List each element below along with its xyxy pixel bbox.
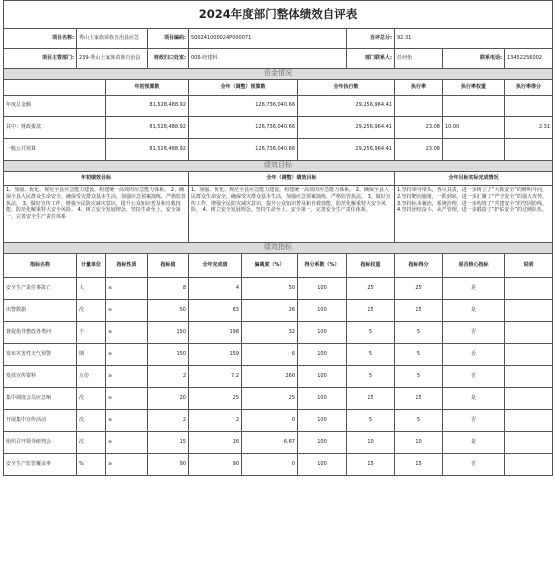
indicator-cell: 是: [443, 278, 505, 300]
indicator-cell: %: [77, 454, 106, 476]
phone-value: 13452256002: [505, 49, 553, 69]
indicator-cell: 100: [298, 300, 347, 322]
indicator-cell: 万份: [77, 366, 106, 388]
funds-header-cell: 全年（调整）预算数: [189, 80, 298, 96]
indicator-cell: 20: [148, 388, 189, 410]
funds-cell: 126,736,040.66: [189, 139, 298, 161]
indicator-cell: 否: [443, 454, 505, 476]
funds-cell: 23.08: [395, 117, 443, 139]
info-row-1: [4, 29, 553, 49]
funds-cell: [443, 96, 505, 117]
indicator-cell: 6.67: [242, 432, 298, 454]
goals-section-title: 绩效目标: [4, 161, 553, 172]
indicator-cell: ≥: [106, 388, 148, 410]
indicator-cell: 150: [148, 322, 189, 344]
indicator-header-cell: 得分系数（%）: [298, 254, 347, 278]
indicator-cell: 是: [443, 432, 505, 454]
indicator-header-cell: 指标得分: [395, 254, 443, 278]
indicator-cell: 6: [242, 344, 298, 366]
indicator-cell: [505, 278, 553, 300]
indicator-cell: 5: [347, 366, 395, 388]
indicator-cell: 25: [242, 388, 298, 410]
indicator-cell: 15: [347, 454, 395, 476]
indicator-cell: 50: [148, 300, 189, 322]
indicator-cell: 100: [298, 344, 347, 366]
indicator-cell: ≥: [106, 322, 148, 344]
indicator-cell: 5: [395, 410, 443, 432]
indicator-cell: 否: [443, 322, 505, 344]
funds-cell: 29,256,964.41: [298, 139, 395, 161]
funds-header-cell: 执行率得分: [505, 80, 553, 96]
indicator-cell: 10: [395, 432, 443, 454]
goals-actual-text: 1.坚持领导带头，各尽其责，进一步树立了“大抓安全”的鲜明导向。 2.坚持靶向施策，一抓到底，进一步汇聚了“严守安全”的强大攻势。 3.坚持标本兼治，系统治理，进一步构筑了“共建安全”的坚固防线。 4.坚持团结奋斗，从严管理，进一步锻造了“护佑安全”的过硬队伍。: [397, 187, 547, 214]
goals-adjusted-text: 1、加强、优化、规范全县应急能力建设，构建统一高效的应急能力体系。 2、确保全县人民群众生命安全，确保受灾群众基本生活，加强应急预案演练，严格监管执法。 3、做好宣传工作，增强全民防灾减灾意识，提升公众知识普及和自救技能，防范化解重特大安全风险。 4、树立安全发展理念，坚持生命至上、安全第一，完善安全生产责任体系。: [191, 187, 391, 214]
goals-header-row: [4, 172, 553, 186]
funds-row: [4, 117, 553, 139]
indicator-cell: 是: [443, 388, 505, 410]
indicator-cell: 5: [347, 344, 395, 366]
indicator-row: [4, 344, 553, 366]
indicator-cell: ≥: [106, 454, 148, 476]
indicator-header-cell: 计量单位: [77, 254, 106, 278]
indicator-cell: ≥: [106, 366, 148, 388]
indicator-cell: 15: [395, 300, 443, 322]
funds-header-cell: 年初预算数: [106, 80, 189, 96]
project-name-value: 秀山土家族苗族自治县应急: [77, 29, 148, 49]
indicator-cell: 2: [189, 410, 242, 432]
indicator-cell: [505, 344, 553, 366]
funds-cell: 10.00: [443, 117, 505, 139]
indicator-row: [4, 388, 553, 410]
funds-cell: 年度总金额: [4, 96, 106, 117]
contact-label: 部门联系人:: [347, 49, 395, 69]
indicator-header-cell: 说明: [505, 254, 553, 278]
indicator-cell: 否: [443, 410, 505, 432]
indicator-cell: 100: [298, 322, 347, 344]
indicator-cell: 5: [395, 366, 443, 388]
indicator-cell: [505, 366, 553, 388]
indicator-cell: 5: [347, 322, 395, 344]
indicator-cell: 督促指导整改各类问: [4, 322, 77, 344]
funds-cell: 126,736,040.66: [189, 117, 298, 139]
indicator-cell: 26: [242, 300, 298, 322]
indicator-cell: [505, 388, 553, 410]
indicator-cell: 100: [298, 388, 347, 410]
goals-initial-text: 1、加强、优化、规范全县应急能力建设，构建统一高效的应急能力体系。 2、确保全县人民群众生命安全，确保受灾群众基本生活，加强应急预案演练，严格监管执法。 3、做好宣传工作，增强全民防灾减灾意识，提升公众知识普及和自救技能，防范化解重特大安全风险。 4、树立安全发展理念，坚持生命至上，安全第一，完善安全生产责任体系: [6, 187, 186, 220]
indicator-cell: 16: [189, 432, 242, 454]
indicator-cell: 150: [148, 344, 189, 366]
funds-section-title: 资金情况: [4, 69, 553, 80]
indicator-row: [4, 278, 553, 300]
indicator-cell: ≥: [106, 344, 148, 366]
indicator-row: [4, 366, 553, 388]
funds-row: [4, 139, 553, 161]
indicator-cell: 次: [77, 300, 106, 322]
indicator-cell: 25: [189, 388, 242, 410]
indicator-header-cell: 偏离度（%）: [242, 254, 298, 278]
indicator-cell: 100: [298, 278, 347, 300]
indicator-row: [4, 410, 553, 432]
indicator-cell: 2: [148, 410, 189, 432]
indicator-cell: 5: [347, 410, 395, 432]
indicator-cell: 期: [77, 344, 106, 366]
indicator-cell: 个: [77, 322, 106, 344]
indicator-cell: 50: [242, 278, 298, 300]
indicator-cell: 10: [347, 432, 395, 454]
page-title: 2024年度部门整体绩效自评表: [4, 1, 553, 29]
funds-cell: 29,256,964.41: [298, 96, 395, 117]
funds-cell: 126,736,040.66: [189, 96, 298, 117]
indicator-cell: 90: [148, 454, 189, 476]
total-score-value: 92.31: [395, 29, 553, 49]
indicator-cell: 198: [189, 322, 242, 344]
funds-cell: 29,256,964.41: [298, 117, 395, 139]
indicator-cell: 100: [298, 454, 347, 476]
indicator-row: [4, 432, 553, 454]
indicator-cell: [505, 322, 553, 344]
office-value: 006-经建科: [189, 49, 347, 69]
indicator-cell: 集中调度会员应急响: [4, 388, 77, 410]
indicator-row: [4, 322, 553, 344]
phone-label: 联系电话:: [443, 49, 505, 69]
indicator-cell: 发布灾害性天气预警: [4, 344, 77, 366]
indicator-cell: 次: [77, 410, 106, 432]
indicator-header-cell: 指标名称: [4, 254, 77, 278]
indicator-cell: 15: [347, 388, 395, 410]
indicator-cell: [505, 300, 553, 322]
funds-cell: 81,528,488.92: [106, 117, 189, 139]
indicator-cell: 25: [395, 278, 443, 300]
indicator-cell: 15: [148, 432, 189, 454]
indicator-cell: 0: [242, 454, 298, 476]
funds-cell: 81,528,488.92: [106, 139, 189, 161]
indicator-cell: 发放宣传资料: [4, 366, 77, 388]
indicator-row: [4, 300, 553, 322]
indicator-cell: 100: [298, 366, 347, 388]
indicator-cell: 63: [189, 300, 242, 322]
indicator-cell: 否: [443, 366, 505, 388]
indicator-cell: 安全生产监管覆盖率: [4, 454, 77, 476]
funds-cell: 一般公共预算: [4, 139, 106, 161]
indicator-cell: 出警数据: [4, 300, 77, 322]
indicator-cell: 260: [242, 366, 298, 388]
funds-cell: [395, 96, 443, 117]
goals-header-initial: 年初绩效目标: [4, 172, 189, 186]
dept-value: 239-秀山土家族苗族自治县: [77, 49, 148, 69]
indicator-cell: [505, 432, 553, 454]
indicator-row: [4, 454, 553, 476]
goals-content-row: [4, 186, 553, 243]
funds-cell: [505, 139, 553, 161]
office-label: 财政归口处室:: [148, 49, 189, 69]
indicator-cell: 15: [395, 388, 443, 410]
indicator-cell: 开展集中宣传活动: [4, 410, 77, 432]
indicator-cell: ≤: [106, 278, 148, 300]
funds-cell: [505, 96, 553, 117]
indicator-cell: 100: [298, 410, 347, 432]
indicators-section-title: 绩效指标: [4, 243, 553, 254]
indicator-cell: 100: [298, 432, 347, 454]
indicator-cell: 0: [242, 410, 298, 432]
funds-header-cell: 全年执行数: [298, 80, 395, 96]
indicator-header-cell: 指标值: [148, 254, 189, 278]
goals-header-adjusted: 全年（调整）绩效目标: [189, 172, 395, 186]
funds-cell: 2.31: [505, 117, 553, 139]
indicator-cell: 15: [395, 454, 443, 476]
indicator-cell: 安全生产责任事故亡: [4, 278, 77, 300]
funds-cell: 其中：财政拨款: [4, 117, 106, 139]
indicator-cell: 25: [347, 278, 395, 300]
total-score-label: 自评总分:: [347, 29, 395, 49]
indicator-cell: [505, 410, 553, 432]
project-code-value: 500241000024P000071: [189, 29, 347, 49]
project-code-label: 项目编码:: [148, 29, 189, 49]
info-row-2: [4, 49, 553, 69]
funds-row: [4, 96, 553, 117]
indicator-cell: 15: [347, 300, 395, 322]
indicator-cell: 5: [395, 322, 443, 344]
funds-cell: 81,528,488.92: [106, 96, 189, 117]
indicator-cell: 否: [443, 344, 505, 366]
indicator-header-cell: 全年完成值: [189, 254, 242, 278]
indicator-cell: ≥: [106, 300, 148, 322]
contact-value: 任何怡: [395, 49, 443, 69]
indicator-header-cell: 指标权重: [347, 254, 395, 278]
indicator-cell: 7.2: [189, 366, 242, 388]
funds-cell: 23.08: [395, 139, 443, 161]
indicator-cell: 90: [189, 454, 242, 476]
indicator-cell: 次: [77, 432, 106, 454]
project-name-label: 项目名称:: [4, 29, 77, 49]
indicator-cell: 人: [77, 278, 106, 300]
dept-label: 项目主管部门:: [4, 49, 77, 69]
indicator-cell: 159: [189, 344, 242, 366]
indicator-cell: 5: [395, 344, 443, 366]
indicator-header-cell: 指标性质: [106, 254, 148, 278]
funds-header-cell: 执行率权重: [443, 80, 505, 96]
goals-header-actual: 全年目标实际完成情况: [395, 172, 553, 186]
indicator-cell: 8: [148, 278, 189, 300]
indicator-cell: 次: [77, 388, 106, 410]
indicator-cell: 是: [443, 300, 505, 322]
funds-header-row: [4, 80, 553, 96]
indicator-cell: ≥: [106, 410, 148, 432]
indicator-cell: 组织召开领导研判会: [4, 432, 77, 454]
indicator-cell: 2: [148, 366, 189, 388]
funds-cell: [443, 139, 505, 161]
indicator-cell: [505, 454, 553, 476]
evaluation-table: [3, 0, 553, 476]
indicator-header-cell: 是否核心指标: [443, 254, 505, 278]
indicators-header-row: [4, 254, 553, 278]
indicator-cell: ≥: [106, 432, 148, 454]
funds-header-cell: 执行率: [395, 80, 443, 96]
funds-header-cell: [4, 80, 106, 96]
indicator-cell: 4: [189, 278, 242, 300]
indicator-cell: 32: [242, 322, 298, 344]
